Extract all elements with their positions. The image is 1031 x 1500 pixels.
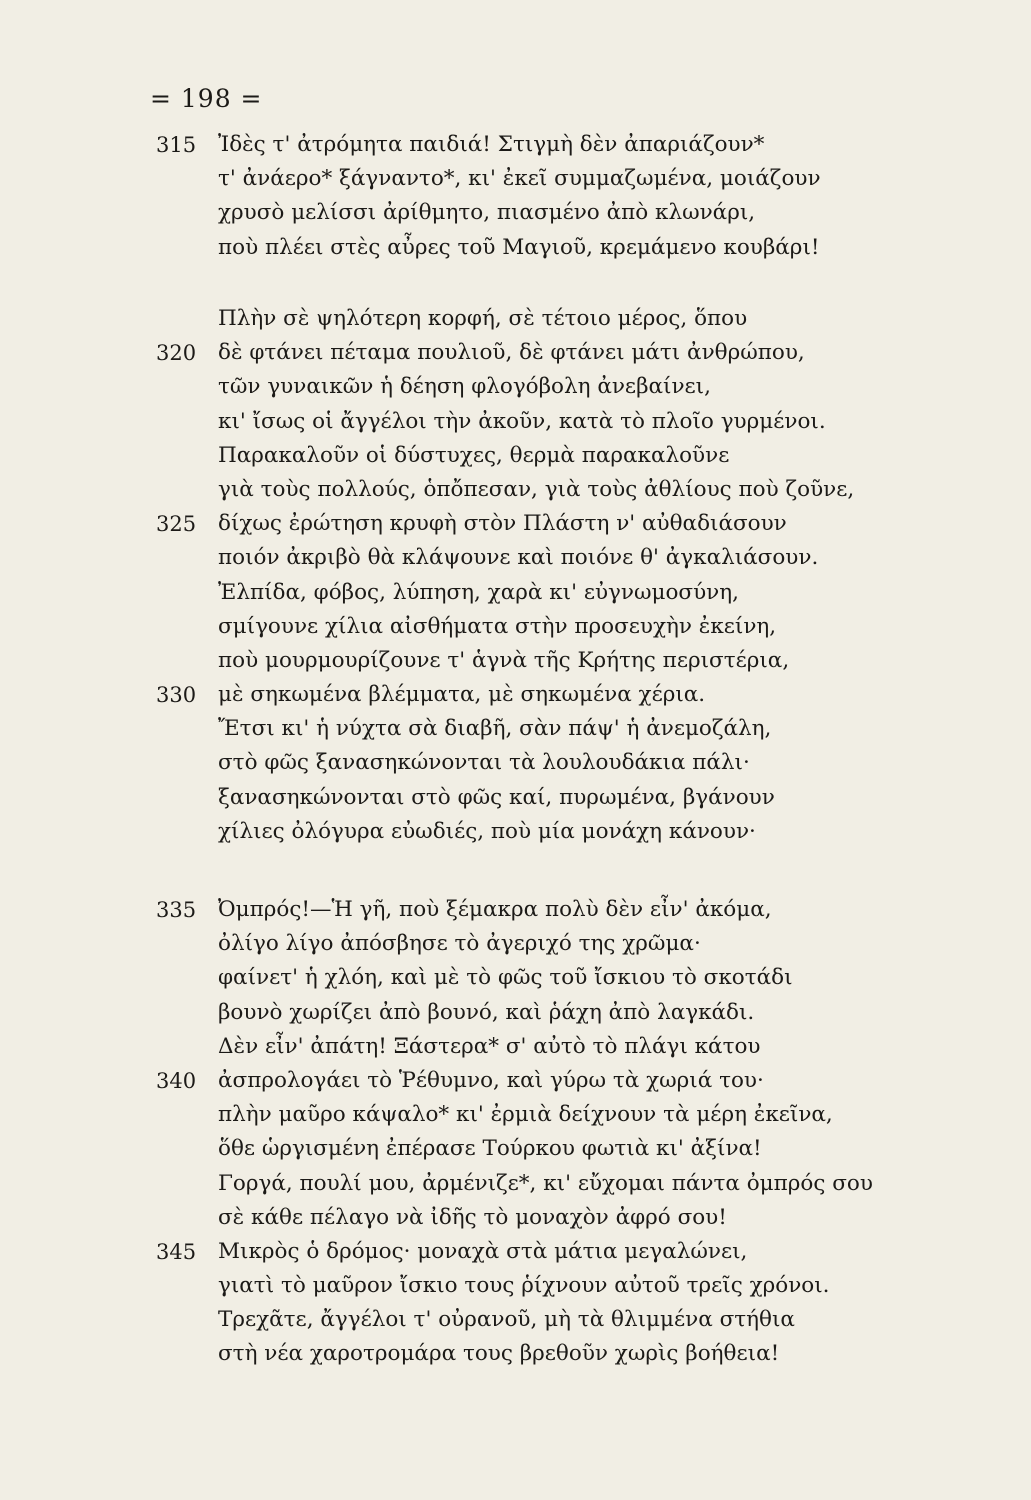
verse-line bbox=[0, 1030, 1031, 1064]
verse-text: ποιόν ἀκριβὸ θὰ κλάψουνε καὶ ποιόνε θ' ἀγκαλιάσουν. bbox=[218, 545, 819, 571]
verse-text: χίλιες ὀλόγυρα εὐωδιές, ποὺ μία μονάχη κάνουν· bbox=[218, 818, 756, 844]
verse-text: Μικρὸς ὁ δρόμος· μοναχὰ στὰ μάτια μεγαλώνει, bbox=[218, 1238, 748, 1264]
line-number: 325 bbox=[156, 512, 197, 537]
verse-text: δὲ φτάνει πέταμα πουλιοῦ, δὲ φτάνει μάτι ἀνθρώπου, bbox=[218, 340, 805, 366]
verse-text: Ἐλπίδα, φόβος, λύπηση, χαρὰ κι' εὐγνωμοσύνη, bbox=[218, 579, 739, 605]
verse-text: Ἔτσι κι' ἡ νύχτα σὰ διαβῆ, σὰν πάψ' ἡ ἀνεμοζάλη, bbox=[218, 716, 772, 742]
verse-text: Παρακαλοῦν οἱ δύστυχες, θερμὰ παρακαλοῦνε bbox=[218, 442, 730, 468]
verse-text: σμίγουνε χίλια αἰσθήματα στὴν προσευχὴν ἐκείνη, bbox=[218, 613, 777, 639]
verse-text: βουνὸ χωρίζει ἀπὸ βουνό, καὶ ῥάχη ἀπὸ λαγκάδι. bbox=[218, 999, 755, 1025]
verse-line bbox=[0, 712, 1031, 746]
stanza-2 bbox=[0, 302, 1031, 849]
verse-line bbox=[0, 336, 1031, 370]
verse-text: Ἰδὲς τ' ἀτρόμητα παιδιά! Στιγμὴ δὲν ἀπαριάζουν* bbox=[218, 132, 765, 157]
verse-text: στὴ νέα χαροτρομάρα τους βρεθοῦν χωρὶς βοήθεια! bbox=[218, 1341, 780, 1367]
verse-line bbox=[0, 1132, 1031, 1166]
verse-text: ὀλίγο λίγο ἀπόσβησε τὸ ἀγεριχό της χρῶμα· bbox=[218, 931, 701, 957]
verse-text: τ' ἀνάερο* ξάγναντο*, κι' ἐκεῖ συμμαζωμένα, μοιάζουν bbox=[218, 166, 821, 192]
line-number: 315 bbox=[156, 133, 197, 157]
verse-line bbox=[0, 815, 1031, 849]
verse-line bbox=[0, 1303, 1031, 1337]
verse-line bbox=[0, 610, 1031, 644]
verse-text: ἀσπρολογάει τὸ Ῥέθυμνο, καὶ γύρω τὰ χωριά του· bbox=[218, 1067, 764, 1093]
line-number: 335 bbox=[156, 898, 197, 922]
verse-text: ὅθε ὡργισμένη ἐπέρασε Τούρκου φωτιὰ κι' ἀξίνα! bbox=[218, 1136, 762, 1162]
line-number: 330 bbox=[156, 683, 197, 708]
verse-text: Ὀμπρός!—Ἡ γῆ, ποὺ ξέμακρα πολὺ δὲν εἶν' ἀκόμα, bbox=[218, 897, 772, 922]
verse-line bbox=[0, 302, 1031, 336]
line-number: 320 bbox=[156, 341, 197, 366]
verse-line bbox=[0, 576, 1031, 610]
verse-text: γιὰ τοὺς πολλούς, ὁπὄπεσαν, γιὰ τοὺς ἀθλίους ποὺ ζοῦνε, bbox=[218, 476, 855, 502]
verse-line bbox=[0, 1201, 1031, 1235]
verse-line bbox=[0, 1167, 1031, 1201]
verse-line bbox=[0, 746, 1031, 780]
verse-line bbox=[0, 473, 1031, 507]
verse-text: Γοργά, πουλί μου, ἀρμένιζε*, κι' εὔχομαι πάντα ὀμπρός σου bbox=[218, 1170, 873, 1196]
verse-line bbox=[0, 1064, 1031, 1098]
verse-text: Δὲν εἶν' ἀπάτη! Ξάστερα* σ' αὐτὸ τὸ πλάγι κάτου bbox=[218, 1033, 761, 1059]
verse-line bbox=[0, 1337, 1031, 1371]
verse-text: τῶν γυναικῶν ἡ δέηση φλογόβολη ἀνεβαίνει, bbox=[218, 374, 711, 400]
line-number: 340 bbox=[156, 1068, 197, 1093]
verse-text: φαίνετ' ἡ χλόη, καὶ μὲ τὸ φῶς τοῦ ἴσκιου τὸ σκοτάδι bbox=[218, 965, 793, 991]
line-number: 345 bbox=[156, 1239, 197, 1264]
verse-line bbox=[0, 370, 1031, 404]
verse-line bbox=[0, 507, 1031, 541]
verse-line bbox=[0, 996, 1031, 1030]
verse-text: ποὺ μουρμουρίζουνε τ' ἁγνὰ τῆς Κρήτης περιστέρια, bbox=[218, 647, 790, 673]
verse-line bbox=[0, 439, 1031, 473]
verse-text: μὲ σηκωμένα βλέμματα, μὲ σηκωμένα χέρια. bbox=[218, 682, 706, 708]
stanza-3 bbox=[0, 893, 1031, 1372]
verse-text: ξανασηκώνονται στὸ φῶς καί, πυρωμένα, βγάνουν bbox=[218, 784, 775, 810]
verse-line bbox=[0, 644, 1031, 678]
verse-text: κι' ἴσως οἱ ἄγγέλοι τὴν ἀκοῦν, κατὰ τὸ πλοῖο γυρμένοι. bbox=[218, 408, 826, 434]
verse-line bbox=[0, 1269, 1031, 1303]
verse-line bbox=[0, 405, 1031, 439]
page-number-header: = 198 = bbox=[150, 84, 263, 113]
verse-text: σὲ κάθε πέλαγο νὰ ἰδῆς τὸ μοναχὸν ἀφρό σου! bbox=[218, 1204, 727, 1230]
verse-line bbox=[0, 927, 1031, 961]
verse-text: Τρεχᾶτε, ἄγγέλοι τ' οὐρανοῦ, μὴ τὰ θλιμμένα στήθια bbox=[218, 1307, 795, 1333]
verse-text: Πλὴν σὲ ψηλότερη κορφή, σὲ τέτοιο μέρος, ὅπου bbox=[218, 306, 748, 331]
verse-text: ποὺ πλέει στὲς αὖρες τοῦ Μαγιοῦ, κρεμάμενο κουβάρι! bbox=[218, 234, 820, 260]
verse-line bbox=[0, 128, 1031, 162]
verse-text: γιατὶ τὸ μαῦρον ἴσκιο τους ῥίχνουν αὐτοῦ τρεῖς χρόνοι. bbox=[218, 1273, 830, 1299]
verse-line bbox=[0, 541, 1031, 575]
verse-text: χρυσὸ μελίσσι ἀρίθμητο, πιασμένο ἀπὸ κλωνάρι, bbox=[218, 200, 756, 226]
verse-line bbox=[0, 162, 1031, 196]
verse-line bbox=[0, 196, 1031, 230]
verse-line bbox=[0, 781, 1031, 815]
stanza-1 bbox=[0, 128, 1031, 265]
verse-text: πλὴν μαῦρο κάψαλο* κι' ἐρμιὰ δείχνουν τὰ μέρη ἐκεῖνα, bbox=[218, 1102, 833, 1128]
verse-line bbox=[0, 678, 1031, 712]
verse-line bbox=[0, 231, 1031, 265]
verse-line bbox=[0, 893, 1031, 927]
verse-text: στὸ φῶς ξανασηκώνονται τὰ λουλουδάκια πάλι· bbox=[218, 750, 750, 776]
verse-line bbox=[0, 1235, 1031, 1269]
verse-line bbox=[0, 961, 1031, 995]
verse-line bbox=[0, 1098, 1031, 1132]
verse-text: δίχως ἐρώτηση κρυφὴ στὸν Πλάστη ν' αὐθαδιάσουν bbox=[218, 511, 787, 537]
